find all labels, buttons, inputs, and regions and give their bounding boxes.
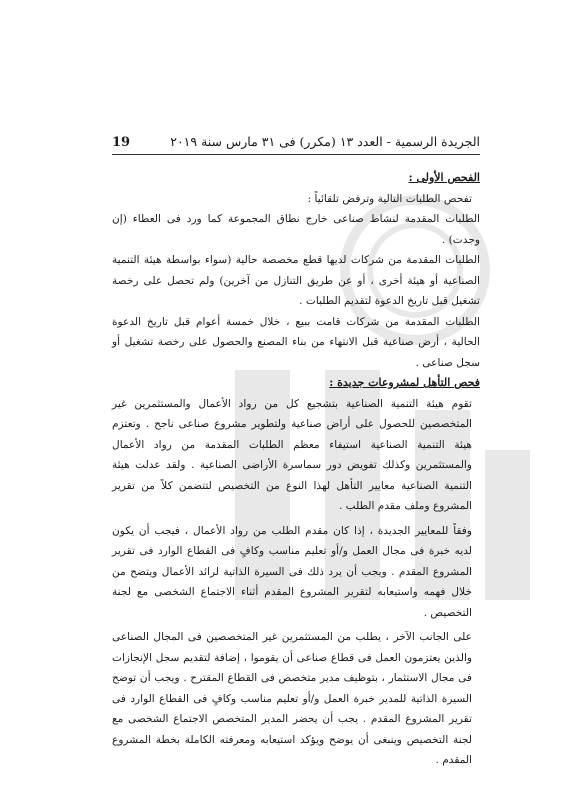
list-item: الطلبات المقدمة من شركات قامت ببيع ، خلال خمسة أعوام قبل تاريخ الدعوة الحالية ، أرض صناعية قبل الانتهاء من بناء المصنع والحصول على رخصة تشغيل أو سجل صناعى .: [112, 315, 480, 369]
paragraph: على الجانب الآخر ، يطلب من المستثمرين غير المتخصصين فى المجال الصناعى والذين يعتزمون العمل فى قطاع صناعى أن يقوموا ، إضافة لتقديم سجل الإنجازات فى مجال الاستثمار ، بتوظيف مدير متخصص فى القطاع المقترح . ويجب أن توضح السيرة الذاتية للمدير خبرة العمل و/أو تعليم مناسب وكافٍ فى القطاع الوارد فى تقرير المشروع المقدم . يجب أن يحضر المدير المتخصص الاجتماع الشخصى مع لجنة التخصيص وينبغى أن يوضح ويؤكد استيعابه ومعرفته الكاملة بخطة المشروع المقدم .: [112, 631, 472, 766]
section-intro: تفحص الطلبات التالية وترفض تلقائياً :: [307, 192, 472, 205]
paragraph: تقوم هيئة التنمية الصناعية بتشجيع كل من رواد الأعمال والمستثمرين غير المتخصصين للحصول على أراض صناعية ولتطوير مشروع صناعى ناجح . وتعتزم هيئة التنمية الصناعية استيفاء معظم الطلبات المقدمة من رواد الأعمال والمستثمرين وكذلك تفويض دور سماسرة الأراضى الصناعية . ولقد عدلت هيئة التنمية الصناعية معايير التأهل لهذا النوع من التخصيص لتتضمن كلاً من تقرير المشروع وملف مقدم الطلب .: [112, 397, 472, 512]
page-header: [112, 134, 480, 150]
section-heading-new-projects: فحص التأهل لمشروعات جديدة :: [329, 376, 480, 389]
page-number: 19: [112, 135, 131, 150]
list-item: الطلبات المقدمة لنشاط صناعى خارج نطاق المجموعة كما ورد فى العطاء (إن وجدت) .: [112, 213, 480, 246]
document-body: [112, 168, 480, 771]
header-divider: [112, 154, 480, 155]
paragraph: وفقاً للمعايير الجديدة ، إذا كان مقدم الطلب من رواد الأعمال ، فيجب أن يكون لديه خبرة فى مجال العمل و/أو تعليم مناسب وكافٍ فى القطاع الوارد فى تقرير المشروع المقدم . ويجب أن يرد ذلك فى السيرة الذاتية لرائد الأعمال ويتضح من خلال فهمه واستيعابه لتقرير المشروع المقدم أثناء الاجتماع الشخصى مع لجنة التخصيص .: [112, 524, 472, 619]
list-item: الطلبات المقدمة من شركات لديها قطع مخصصة حالية (سواء بواسطة هيئة التنمية الصناعية أو هيئة أخرى ، أو عن طريق التنازل من آخرين) ولم تحصل على رخصة تشغيل قبل تاريخ الدعوة لتقديم الطلبات .: [112, 254, 480, 307]
section-heading-initial-check: الفحص الأولى :: [408, 171, 480, 184]
header-title: الجريدة الرسمية - العدد ١٣ (مكرر) فى ٣١ مارس سنة ٢٠١٩: [170, 134, 480, 149]
